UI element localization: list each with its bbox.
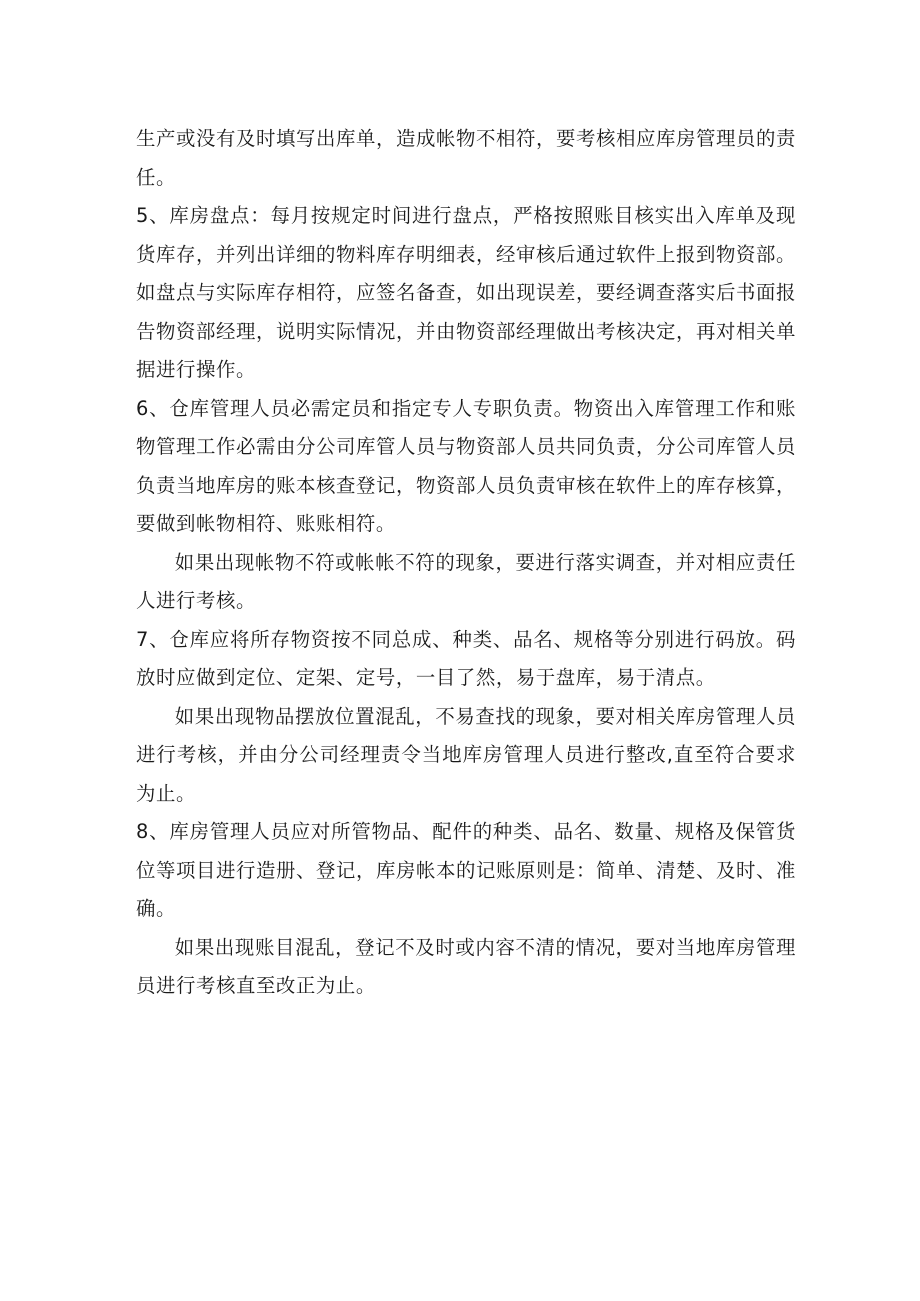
paragraph-item-8-note: 如果出现账目混乱，登记不及时或内容不清的情况，要对当地库房管理员进行考核直至改正为止。 bbox=[136, 935, 796, 997]
paragraph-item-8: 8、库房管理人员应对所管物品、配件的种类、品名、数量、规格及保管货位等项目进行造册、登记，库房帐本的记账原则是：简单、清楚、及时、准确。 bbox=[136, 820, 796, 920]
document-body bbox=[136, 120, 796, 1006]
paragraph-item-6: 6、仓库管理人员必需定员和指定专人专职负责。物资出入库管理工作和账物管理工作必需由分公司库管人员与物资部人员共同负责，分公司库管人员负责当地库房的账本核查登记，物资部人员负责审核在软件上的库存核算，要做到帐物相符、账账相符。 bbox=[136, 396, 796, 535]
paragraph-item-7-note: 如果出现物品摆放位置混乱，不易查找的现象，要对相关库房管理人员进行考核，并由分公司经理责令当地库房管理人员进行整改,直至符合要求为止。 bbox=[136, 704, 796, 805]
paragraph-item-7: 7、仓库应将所存物资按不同总成、种类、品名、规格等分别进行码放。码放时应做到定位、定架、定号，一目了然，易于盘库，易于清点。 bbox=[136, 627, 796, 689]
paragraph-item-5: 5、库房盘点：每月按规定时间进行盘点，严格按照账目核实出入库单及现货库存，并列出详细的物料库存明细表，经审核后通过软件上报到物资部。如盘点与实际库存相符，应签名备查，如出现误差，要经调查落实后书面报告物资部经理，说明实际情况，并由物资部经理做出考核决定，再对相关单据进行操作。 bbox=[136, 204, 796, 381]
paragraph-continuation: 生产或没有及时填写出库单，造成帐物不相符，要考核相应库房管理员的责任。 bbox=[136, 127, 796, 189]
paragraph-item-6-note: 如果出现帐物不符或帐帐不符的现象，要进行落实调查，并对相应责任人进行考核。 bbox=[136, 550, 796, 612]
